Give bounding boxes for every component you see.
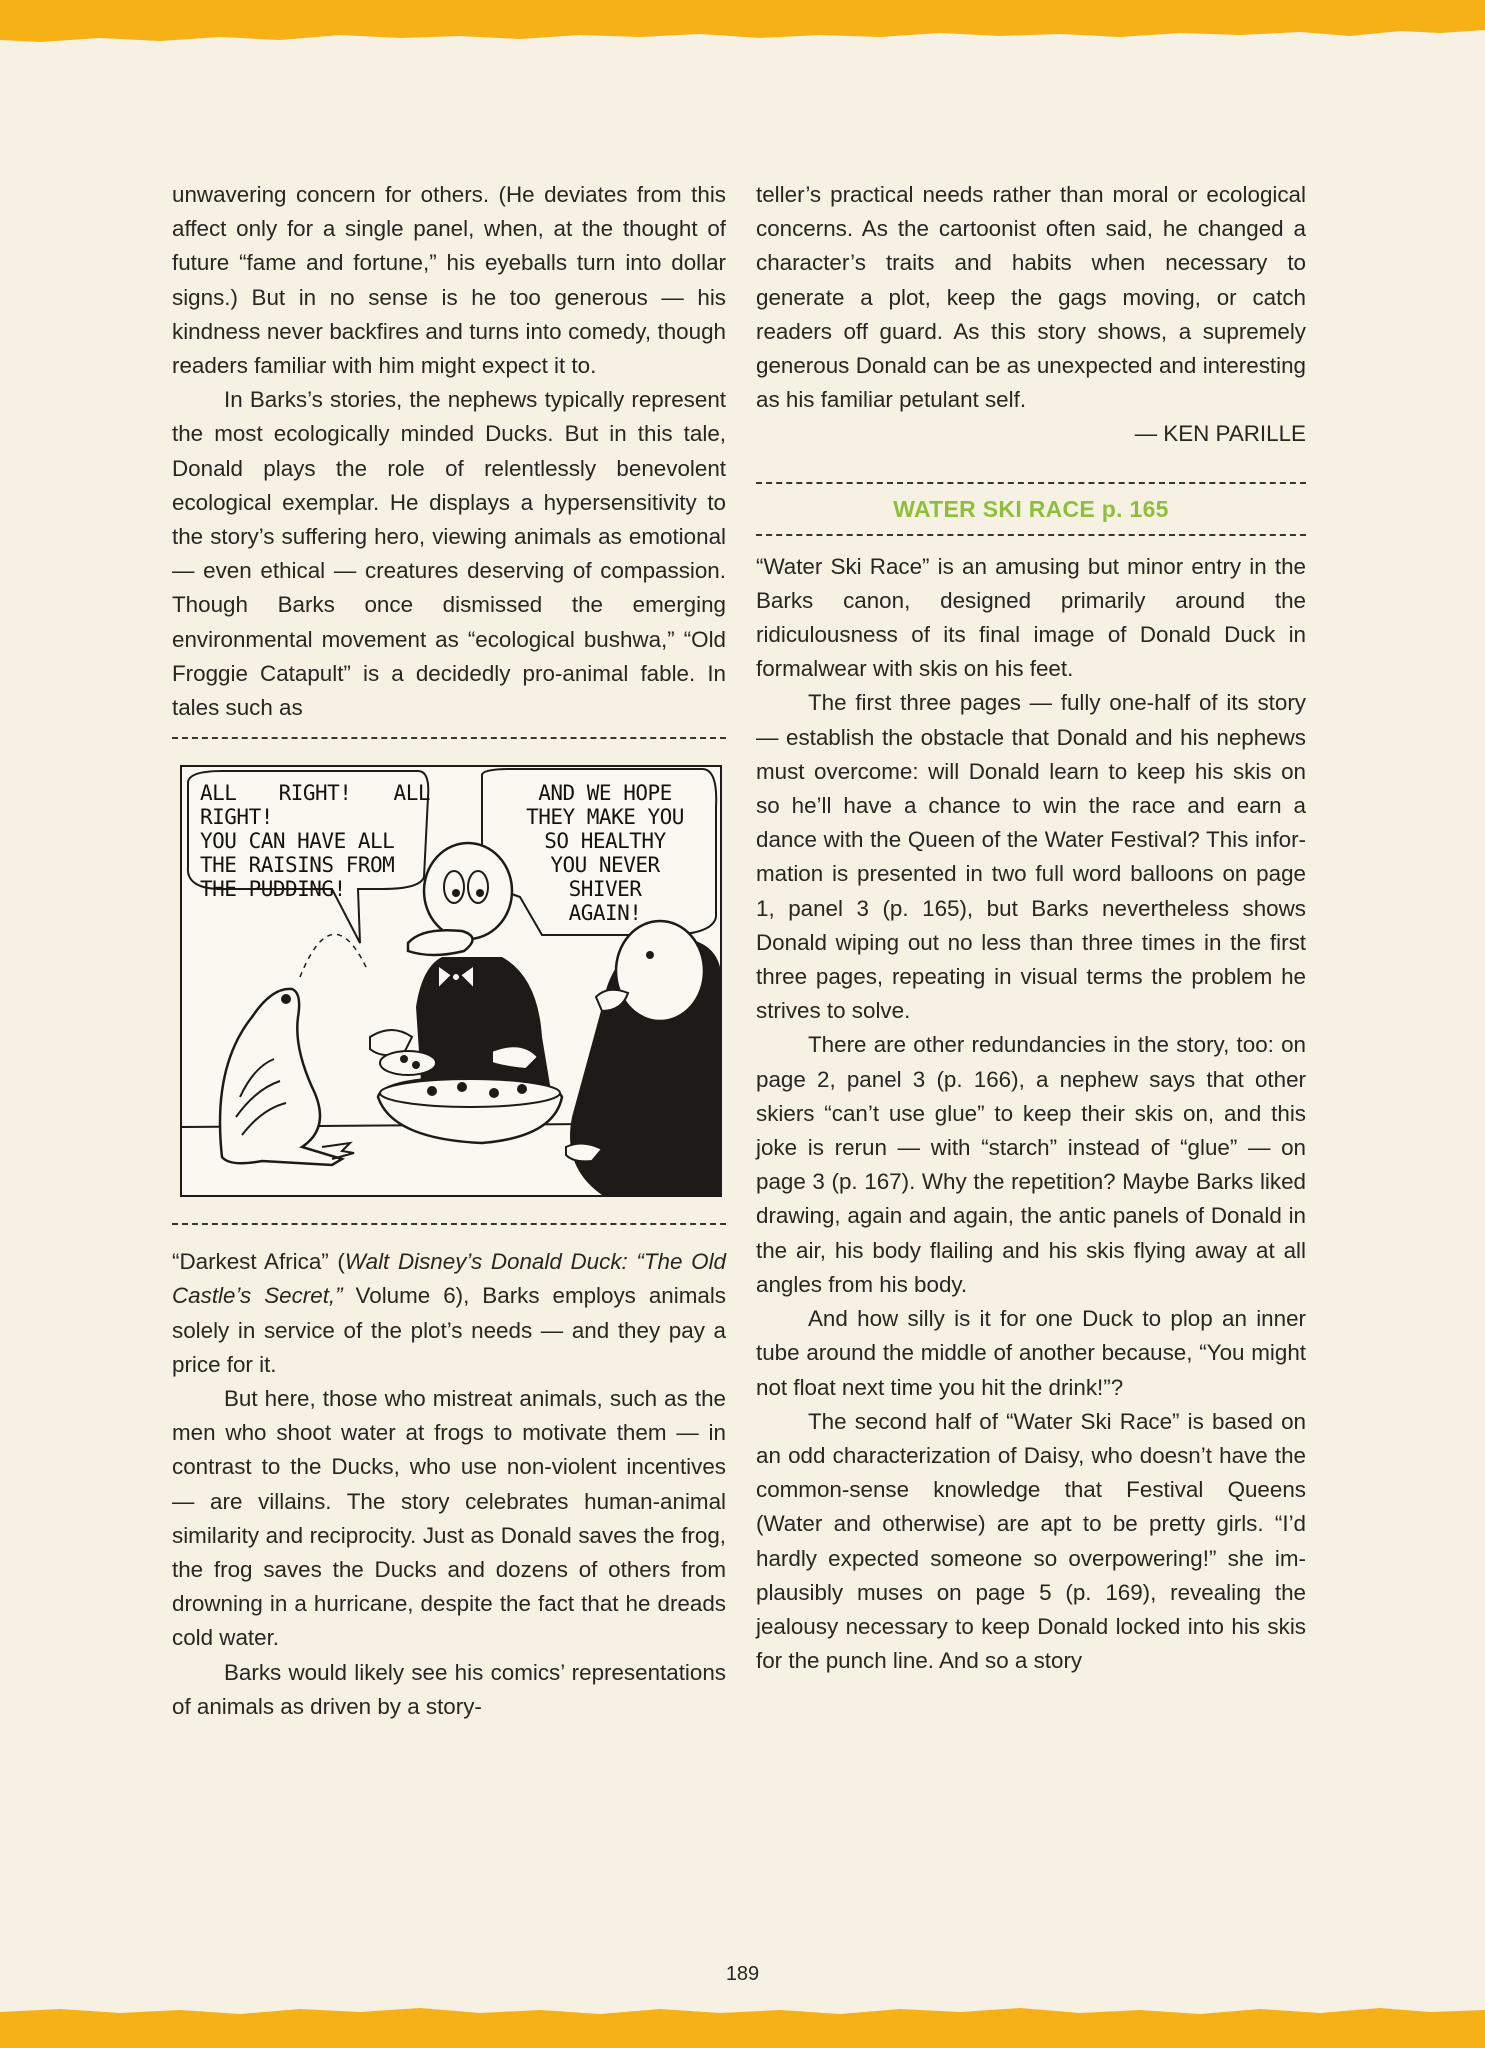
dashed-divider xyxy=(172,737,726,739)
right-paragraph-4: There are other redundancies in the story, too: on page 2, panel 3 (p. 166), a nephew says that other skiers “can’t use glue” to keep their skis on, and this joke is rerun — with “starch” instead of “glue” — on page 3 (p. 167). Why the repetition? Maybe Barks liked drawing, again and again, the antic panels of Donald in the air, his body flailing and his skis flying away at all angles from his body. xyxy=(756,1032,1306,1297)
section-heading: WATER SKI RACE p. 165 xyxy=(893,495,1169,522)
author-signature: — KEN PARILLE xyxy=(1134,421,1306,447)
speech-balloon-right: AND WE HOPE THEY MAKE YOU SO HEALTHY YOU NEVER SHIVER AGAIN! xyxy=(526,781,684,926)
left-paragraph-5: Barks would likely see his comics’ representations of animals as driven by a story- xyxy=(172,1659,726,1719)
page-number: 189 xyxy=(725,1963,760,1985)
right-paragraph-1: teller’s practical needs rather than moral or ecological concerns. As the cartoonist often said, he changed a character’s traits and habits when necessary to generate a plot, keep the gags moving, or catch readers off guard. As this story shows, a supremely generous Donald can be as unexpected and interesting as his familiar petulant self. xyxy=(756,182,1306,413)
left-paragraph-4: But here, those who mistreat animals, such as the men who shoot water at frogs to motivate them — in contrast to the Ducks, who use non-violent incentives — are villains. The story celebrates human-animal similarity and reciprocity. Just as Donald saves the frog, the frog saves the Ducks and dozens of others from drowning in a hurricane, despite the fact that he dreads cold water. xyxy=(172,1386,726,1651)
left-paragraph-2: In Barks’s stories, the nephews typically represent the most ecologically minded Ducks. But in this tale, Donald plays the role of relentlessly benevolent ecological exemplar. He displays a hypersensitivity to the story’s suffering hero, viewing animals as emotional — even ethical — creatures deserving of compassion. Though Barks once dismissed the emerging environmental movement as “ecological bushwa,” “Old Froggie Catapult” is a decidedly pro-animal fable. In tales such as xyxy=(172,387,726,721)
dashed-divider xyxy=(756,482,1306,484)
right-paragraph-5: And how silly is it for one Duck to plop an inner tube around the middle of another because, “You might not float next time you hit the drink!”? xyxy=(756,1306,1306,1400)
speech-balloon-left: ALL RIGHT! ALL RIGHT! YOU CAN HAVE ALL THE RAISINS FROM THE PUDDING! xyxy=(200,781,430,902)
left-paragraph-3 xyxy=(172,1245,726,1382)
bottom-color-band xyxy=(0,1996,1485,2048)
right-column xyxy=(756,178,1306,1678)
right-paragraph-2: “Water Ski Race” is an amusing but minor entry in the Barks canon, designed primarily around the ridiculousness of its final image of Donald Duck in formalwear with skis on his feet. xyxy=(756,553,1306,682)
dashed-divider xyxy=(172,1223,726,1225)
comic-panel xyxy=(180,765,722,1197)
top-color-band xyxy=(0,0,1485,48)
left-paragraph-1: unwavering concern for others. (He deviates from this affect only for a single panel, when, at the thought of future “fame and fortune,” his eyeballs turn into dollar signs.) But in no sense is he too generous — his kindness never backfires and turns into comedy, though readers familiar with him might expect it to. xyxy=(172,182,726,379)
right-paragraph-6: The second half of “Water Ski Race” is based on an odd characterization of Daisy, who doesn’t have the common-sense knowledge that Festival Queens (Water and otherwise) are apt to be pretty girls. “I’d hardly expected someone so overpowering!” she implausibly muses on page 5 (p. 169), revealing the jealousy necessary to keep Donald locked into his skis for the punch line. And so a story xyxy=(756,1408,1306,1674)
left-paragraph-3-end: Volume 6), Barks employs animals solely in service of the plot’s needs — and they pay a price for it. xyxy=(172,1283,726,1377)
comic-panel-figure xyxy=(172,737,726,1225)
left-paragraph-3-title: Walt Disney’s Donald Duck: “The Old Castle’s Secret,” xyxy=(172,1249,726,1309)
left-column xyxy=(172,178,726,1724)
right-paragraph-3: The first three pages — fully one-half of its story — establish the obstacle that Donald and his nephews must overcome: will Donald learn to keep his skis on so he’ll have a chance to win the race and earn a dance with the Queen of the Water Festival? This information is presented in two full word balloons on page 1, panel 3 (p. 165), but Barks nevertheless shows Donald wiping out no less than three times in the first three pages, repeating in visual terms the problem he strives to solve. xyxy=(756,690,1306,1024)
left-paragraph-3-start: “Darkest Africa” ( xyxy=(172,1249,345,1275)
